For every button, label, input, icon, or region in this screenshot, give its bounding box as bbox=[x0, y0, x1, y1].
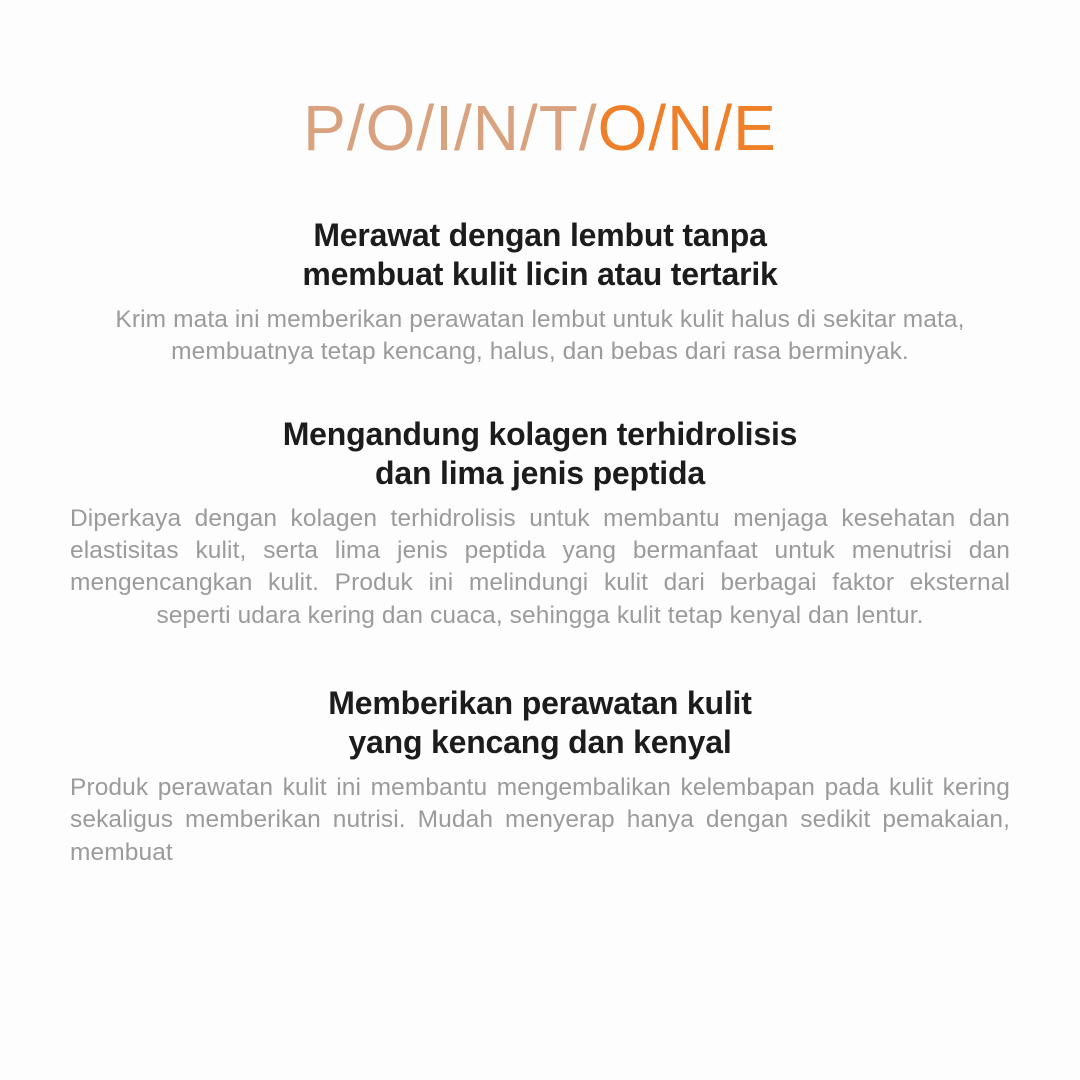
brand-logo-light: P/O/I/N/T/ bbox=[303, 92, 598, 164]
benefit-heading-2 bbox=[70, 415, 1010, 493]
benefit-heading-1-line2: membuat kulit licin atau tertarik bbox=[302, 256, 778, 293]
brand-logo bbox=[0, 0, 1080, 164]
benefit-heading-1 bbox=[70, 216, 1010, 294]
benefit-heading-1-line1: Merawat dengan lembut tanpa bbox=[313, 217, 767, 253]
benefit-body-2: Diperkaya dengan kolagen terhidrolisis untuk membantu menjaga kesehatan dan elastisitas kulit, serta lima jenis peptida yang bermanfaat untuk menutrisi dan mengencangkan kulit. Produk ini melindungi kulit dari berbagai faktor eksternal seperti udara kering dan cuaca, sehingga kulit tetap kenyal dan lentur. bbox=[70, 504, 1010, 629]
benefit-section-3 bbox=[70, 684, 1010, 869]
brand-logo-strong: O/N/E bbox=[597, 92, 777, 164]
benefit-heading-3-line2: yang kencang dan kenyal bbox=[348, 724, 732, 761]
content-area bbox=[0, 216, 1080, 869]
benefit-body-3: Produk perawatan kulit ini membantu mengembalikan kelembapan pada kulit kering sekaligus memberikan nutrisi. Mudah menyerap hanya dengan sedikit pemakaian, membuat bbox=[70, 774, 1010, 866]
benefit-section-2 bbox=[70, 415, 1010, 632]
benefit-heading-2-line1: Mengandung kolagen terhidrolisis bbox=[282, 415, 798, 452]
benefit-heading-3-line1: Memberikan perawatan kulit bbox=[328, 685, 752, 722]
benefit-body-1: Krim mata ini memberikan perawatan lembut untuk kulit halus di sekitar mata, membuatnya tetap kencang, halus, dan bebas dari rasa berminyak. bbox=[115, 306, 965, 366]
benefit-heading-2-line2: dan lima jenis peptida bbox=[375, 454, 705, 491]
benefit-heading-3 bbox=[70, 684, 1010, 762]
benefit-section-1 bbox=[70, 216, 1010, 369]
